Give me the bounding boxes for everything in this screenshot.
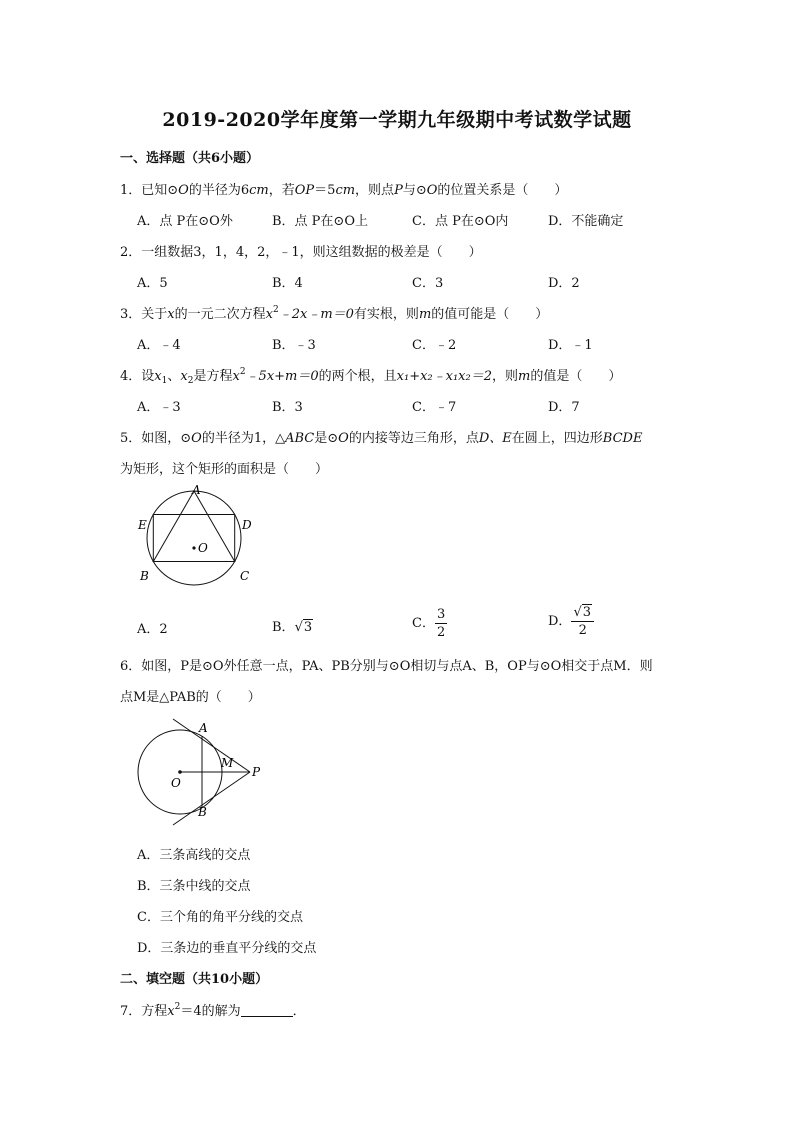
fig6-label-o: O xyxy=(171,776,181,790)
question-1-option-b[interactable]: B．点 P在⊙O上 xyxy=(272,214,368,229)
fig5-label-e: E xyxy=(138,518,147,532)
question-7-stem: 7．方程$x^2=4$的解为 ． xyxy=(120,1002,306,1019)
question-3-option-d[interactable]: D．﹣1 xyxy=(548,338,593,353)
page-title: 2019-2020学年度第一学期九年级期中考试数学试题 xyxy=(162,109,632,131)
question-4-option-b[interactable]: B．3 xyxy=(272,400,303,415)
fig6-label-p: P xyxy=(252,765,261,779)
section-heading-choice: 一、选择题（共6小题） xyxy=(120,151,260,166)
question-5-option-a[interactable]: A．2 xyxy=(137,622,168,637)
question-2-option-c[interactable]: C．3 xyxy=(412,276,444,291)
question-5-option-b[interactable]: B．√3 xyxy=(272,620,313,635)
fig5-triangle-abc xyxy=(153,491,234,562)
question-1-option-d[interactable]: D．不能确定 xyxy=(548,214,624,229)
question-3-option-b[interactable]: B．﹣3 xyxy=(272,338,316,353)
question-1-option-a[interactable]: A．点 P在⊙O外 xyxy=(137,214,233,229)
question-6-figure xyxy=(128,712,268,828)
fig5-label-a: A xyxy=(192,483,201,497)
question-4-stem: 4．设$x_1$、$x_2$是方程$x^2﹣5x+m=0$的两个根，且x₁+x₂﹣x₁x₂＝2，则m的值是（ ） xyxy=(120,367,622,386)
question-1-option-c[interactable]: C．点 P在⊙O内 xyxy=(412,214,509,229)
question-5-option-d[interactable]: D． $\frac{√3}{2}$ xyxy=(548,606,594,637)
question-2-option-a[interactable]: A．5 xyxy=(137,276,168,291)
question-3-option-c[interactable]: C．﹣2 xyxy=(412,338,457,353)
fig5-rectangle-bcde xyxy=(153,515,234,562)
fig6-center-dot xyxy=(178,770,182,774)
fig6-label-b: B xyxy=(198,805,207,819)
question-5-option-c[interactable]: C． $\frac{3}{2}$ xyxy=(412,607,446,640)
fig5-center-dot xyxy=(192,546,195,549)
question-4-option-d[interactable]: D．7 xyxy=(548,400,580,415)
question-5-stem-line2: 为矩形，这个矩形的面积是（ ） xyxy=(120,462,329,477)
question-2-option-d[interactable]: D．2 xyxy=(548,276,580,291)
question-6-option-d[interactable]: D．三条边的垂直平分线的交点 xyxy=(137,941,317,956)
section-heading-fill: 二、填空题（共10小题） xyxy=(120,972,269,987)
fig6-label-m: M xyxy=(221,756,234,770)
fig6-label-a: A xyxy=(199,721,208,735)
fig6-tangent-pa xyxy=(173,719,250,772)
fig5-label-o: O xyxy=(198,541,208,555)
question-2-stem: 2．一组数据3，1，4，2，﹣1，则这组数据的极差是（ ） xyxy=(120,245,482,260)
question-2-option-b[interactable]: B．4 xyxy=(272,276,303,291)
answer-blank[interactable] xyxy=(241,1004,293,1017)
question-1-stem: 1．已知⊙O的半径为6cm，若OP＝5cm，则点P与⊙O的位置关系是（ ） xyxy=(120,183,568,198)
question-3-stem: 3．关于x的一元二次方程$x^2﹣2x﹣m=0$有实根，则m的值可能是（ ） xyxy=(120,305,549,322)
question-6-stem-line2: 点M是△PAB的（ ） xyxy=(120,690,261,705)
fig6-tangent-pb xyxy=(173,772,250,825)
question-6-option-c[interactable]: C．三个角的角平分线的交点 xyxy=(137,910,303,925)
question-3-option-a[interactable]: A．﹣4 xyxy=(137,338,181,353)
question-4-option-c[interactable]: C．﹣7 xyxy=(412,400,457,415)
fig5-circle xyxy=(147,491,241,585)
question-5-figure xyxy=(132,482,262,588)
question-4-option-a[interactable]: A．﹣3 xyxy=(137,400,181,415)
question-6-stem-line1: 6．如图，P是⊙O外任意一点，PA、PB分别与⊙O相切与点A、B，OP与⊙O相交于点M．则 xyxy=(120,659,653,674)
fig5-label-c: C xyxy=(240,569,250,583)
question-5-stem-line1: 5．如图，⊙O的半径为1，△ABC是⊙O的内接等边三角形，点D、E在圆上，四边形BCDE xyxy=(120,431,643,446)
fig5-label-d: D xyxy=(242,518,252,532)
fig5-label-b: B xyxy=(140,569,149,583)
question-6-option-b[interactable]: B．三条中线的交点 xyxy=(137,879,251,894)
question-6-option-a[interactable]: A．三条高线的交点 xyxy=(137,848,251,863)
